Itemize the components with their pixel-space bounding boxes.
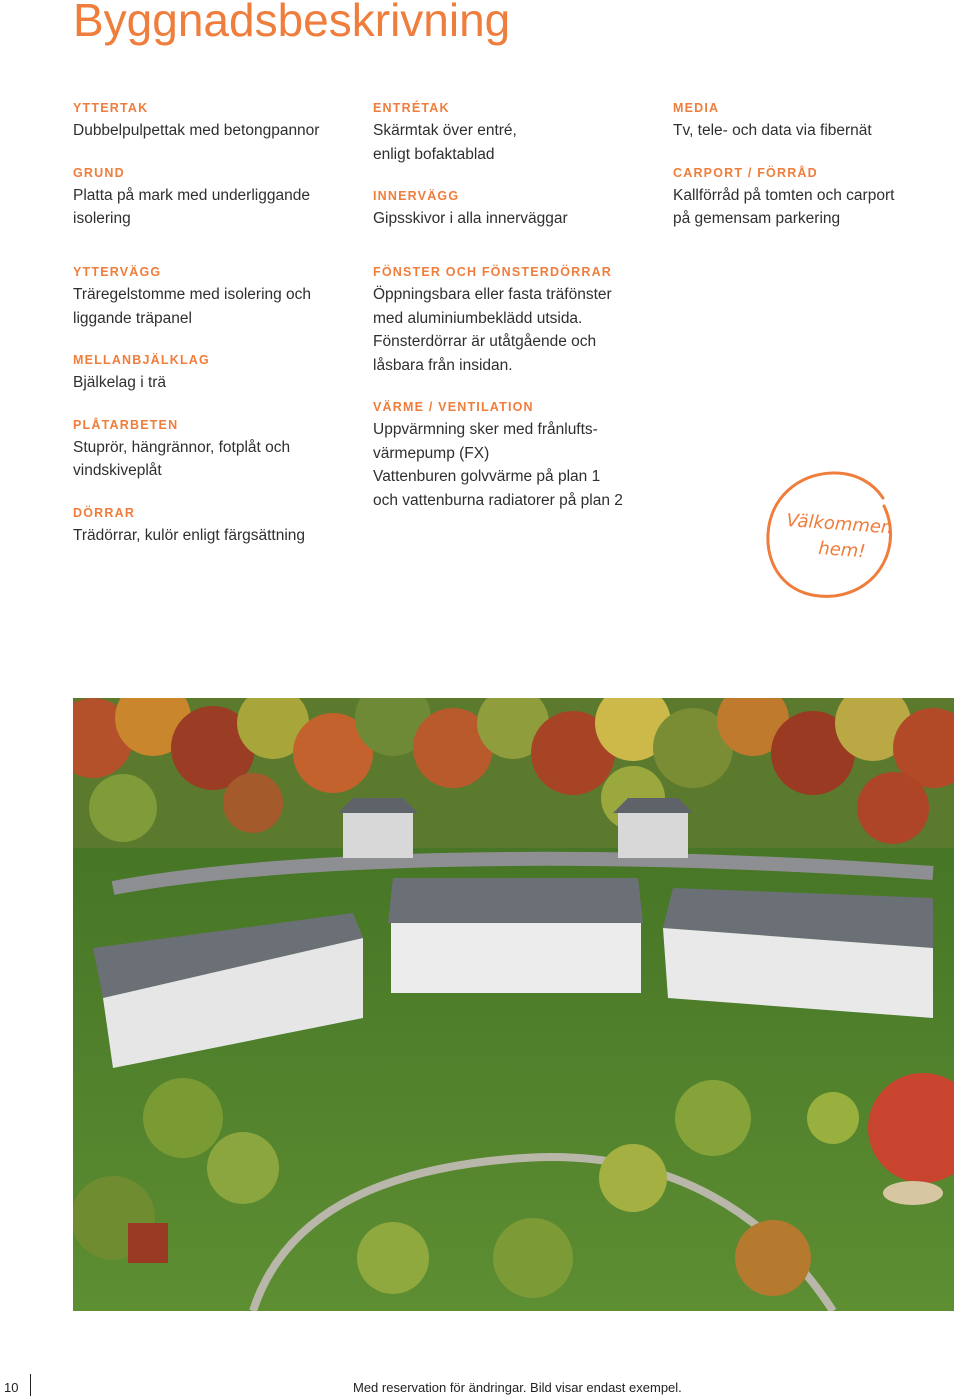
badge-line-1: Välkommen <box>785 510 894 539</box>
section-dorrar <box>73 505 363 548</box>
section-text: på gemensam parkering <box>673 210 841 227</box>
section-heading: MELLANBJÄLKLAG <box>73 353 210 367</box>
section-text: Stuprör, hängrännor, fotplåt och <box>73 438 291 456</box>
garage <box>618 813 688 858</box>
section-carport <box>673 165 960 231</box>
section-heading: YTTERTAK <box>73 101 149 115</box>
column-middle <box>373 100 663 253</box>
aerial-housing-image <box>73 698 954 1311</box>
section-text: Bjälkelag i trä <box>73 374 167 391</box>
section-text: liggande träpanel <box>73 309 192 327</box>
section-heading: YTTERVÄGG <box>73 265 162 279</box>
section-text: Kallförråd på tomten och carport <box>673 186 895 204</box>
section-text: Skärmtak över entré, <box>373 122 517 139</box>
section-text: Vattenburen golvvärme på plan 1 <box>373 468 601 485</box>
section-text: och vattenburna radiatorer på plan 2 <box>373 491 623 509</box>
section-text: enligt bofaktablad <box>373 145 495 163</box>
section-fonster <box>373 264 663 377</box>
section-heading: MEDIA <box>673 101 720 115</box>
section-text: Trädörrar, kulör enligt färgsättning <box>73 526 306 544</box>
section-text: Tv, tele- och data via fibernät <box>673 122 872 139</box>
section-entretak <box>373 100 663 166</box>
section-platarbeten <box>73 417 363 483</box>
section-yttertak <box>73 100 363 143</box>
section-text: isolering <box>73 210 131 227</box>
section-heading: PLÅTARBETEN <box>73 417 179 432</box>
section-heading: ENTRÉTAK <box>373 101 450 115</box>
aerial-illustration <box>73 698 954 1311</box>
section-heading: INNERVÄGG <box>373 189 460 203</box>
section-heading: GRUND <box>73 165 125 180</box>
section-yttervagg <box>73 264 363 330</box>
section-heading: VÄRME / VENTILATION <box>373 400 534 414</box>
section-heading: FÖNSTER OCH FÖNSTERDÖRRAR <box>373 265 613 279</box>
column-right <box>673 100 960 253</box>
footer-disclaimer: Med reservation för ändringar. Bild visar endast exempel. <box>353 1380 682 1395</box>
rowhouse-middle <box>388 878 643 993</box>
page-title: Byggnadsbeskrivning <box>73 0 511 46</box>
badge-line-2: hem! <box>817 538 867 563</box>
welcome-badge <box>762 468 896 600</box>
section-media <box>673 100 960 143</box>
section-text: Uppvärmning sker med frånlufts- <box>373 421 598 438</box>
section-text: med aluminiumbeklädd utsida. <box>373 309 583 327</box>
section-text: Öppningsbara eller fasta träfönster <box>373 286 612 303</box>
column-middle-lower <box>373 264 663 534</box>
garage <box>343 813 413 858</box>
section-text: Träregelstomme med isolering och <box>73 286 312 303</box>
section-heading: DÖRRAR <box>73 505 136 520</box>
column-left <box>73 100 363 253</box>
section-text: värmepump (FX) <box>373 444 490 462</box>
section-text: Platta på mark med underliggande <box>73 186 310 204</box>
footer-divider <box>30 1374 31 1396</box>
section-text: vindskiveplåt <box>73 462 162 479</box>
section-text: Fönsterdörrar är utåtgående och <box>373 333 597 350</box>
section-grund <box>73 165 363 231</box>
sandbox <box>883 1181 943 1205</box>
section-text: låsbara från insidan. <box>373 356 513 374</box>
section-mellanbjalklag <box>73 352 363 395</box>
section-text: Dubbelpulpettak med betongpannor <box>73 122 320 139</box>
section-varme <box>373 399 663 512</box>
section-text: Gipsskivor i alla innerväggar <box>373 210 568 227</box>
shed <box>128 1223 168 1263</box>
section-innervagg <box>373 188 663 231</box>
rowhouse-right <box>663 888 933 1018</box>
section-heading: CARPORT / FÖRRÅD <box>673 165 818 180</box>
page-number: 10 <box>4 1380 19 1395</box>
column-left-lower <box>73 264 363 569</box>
